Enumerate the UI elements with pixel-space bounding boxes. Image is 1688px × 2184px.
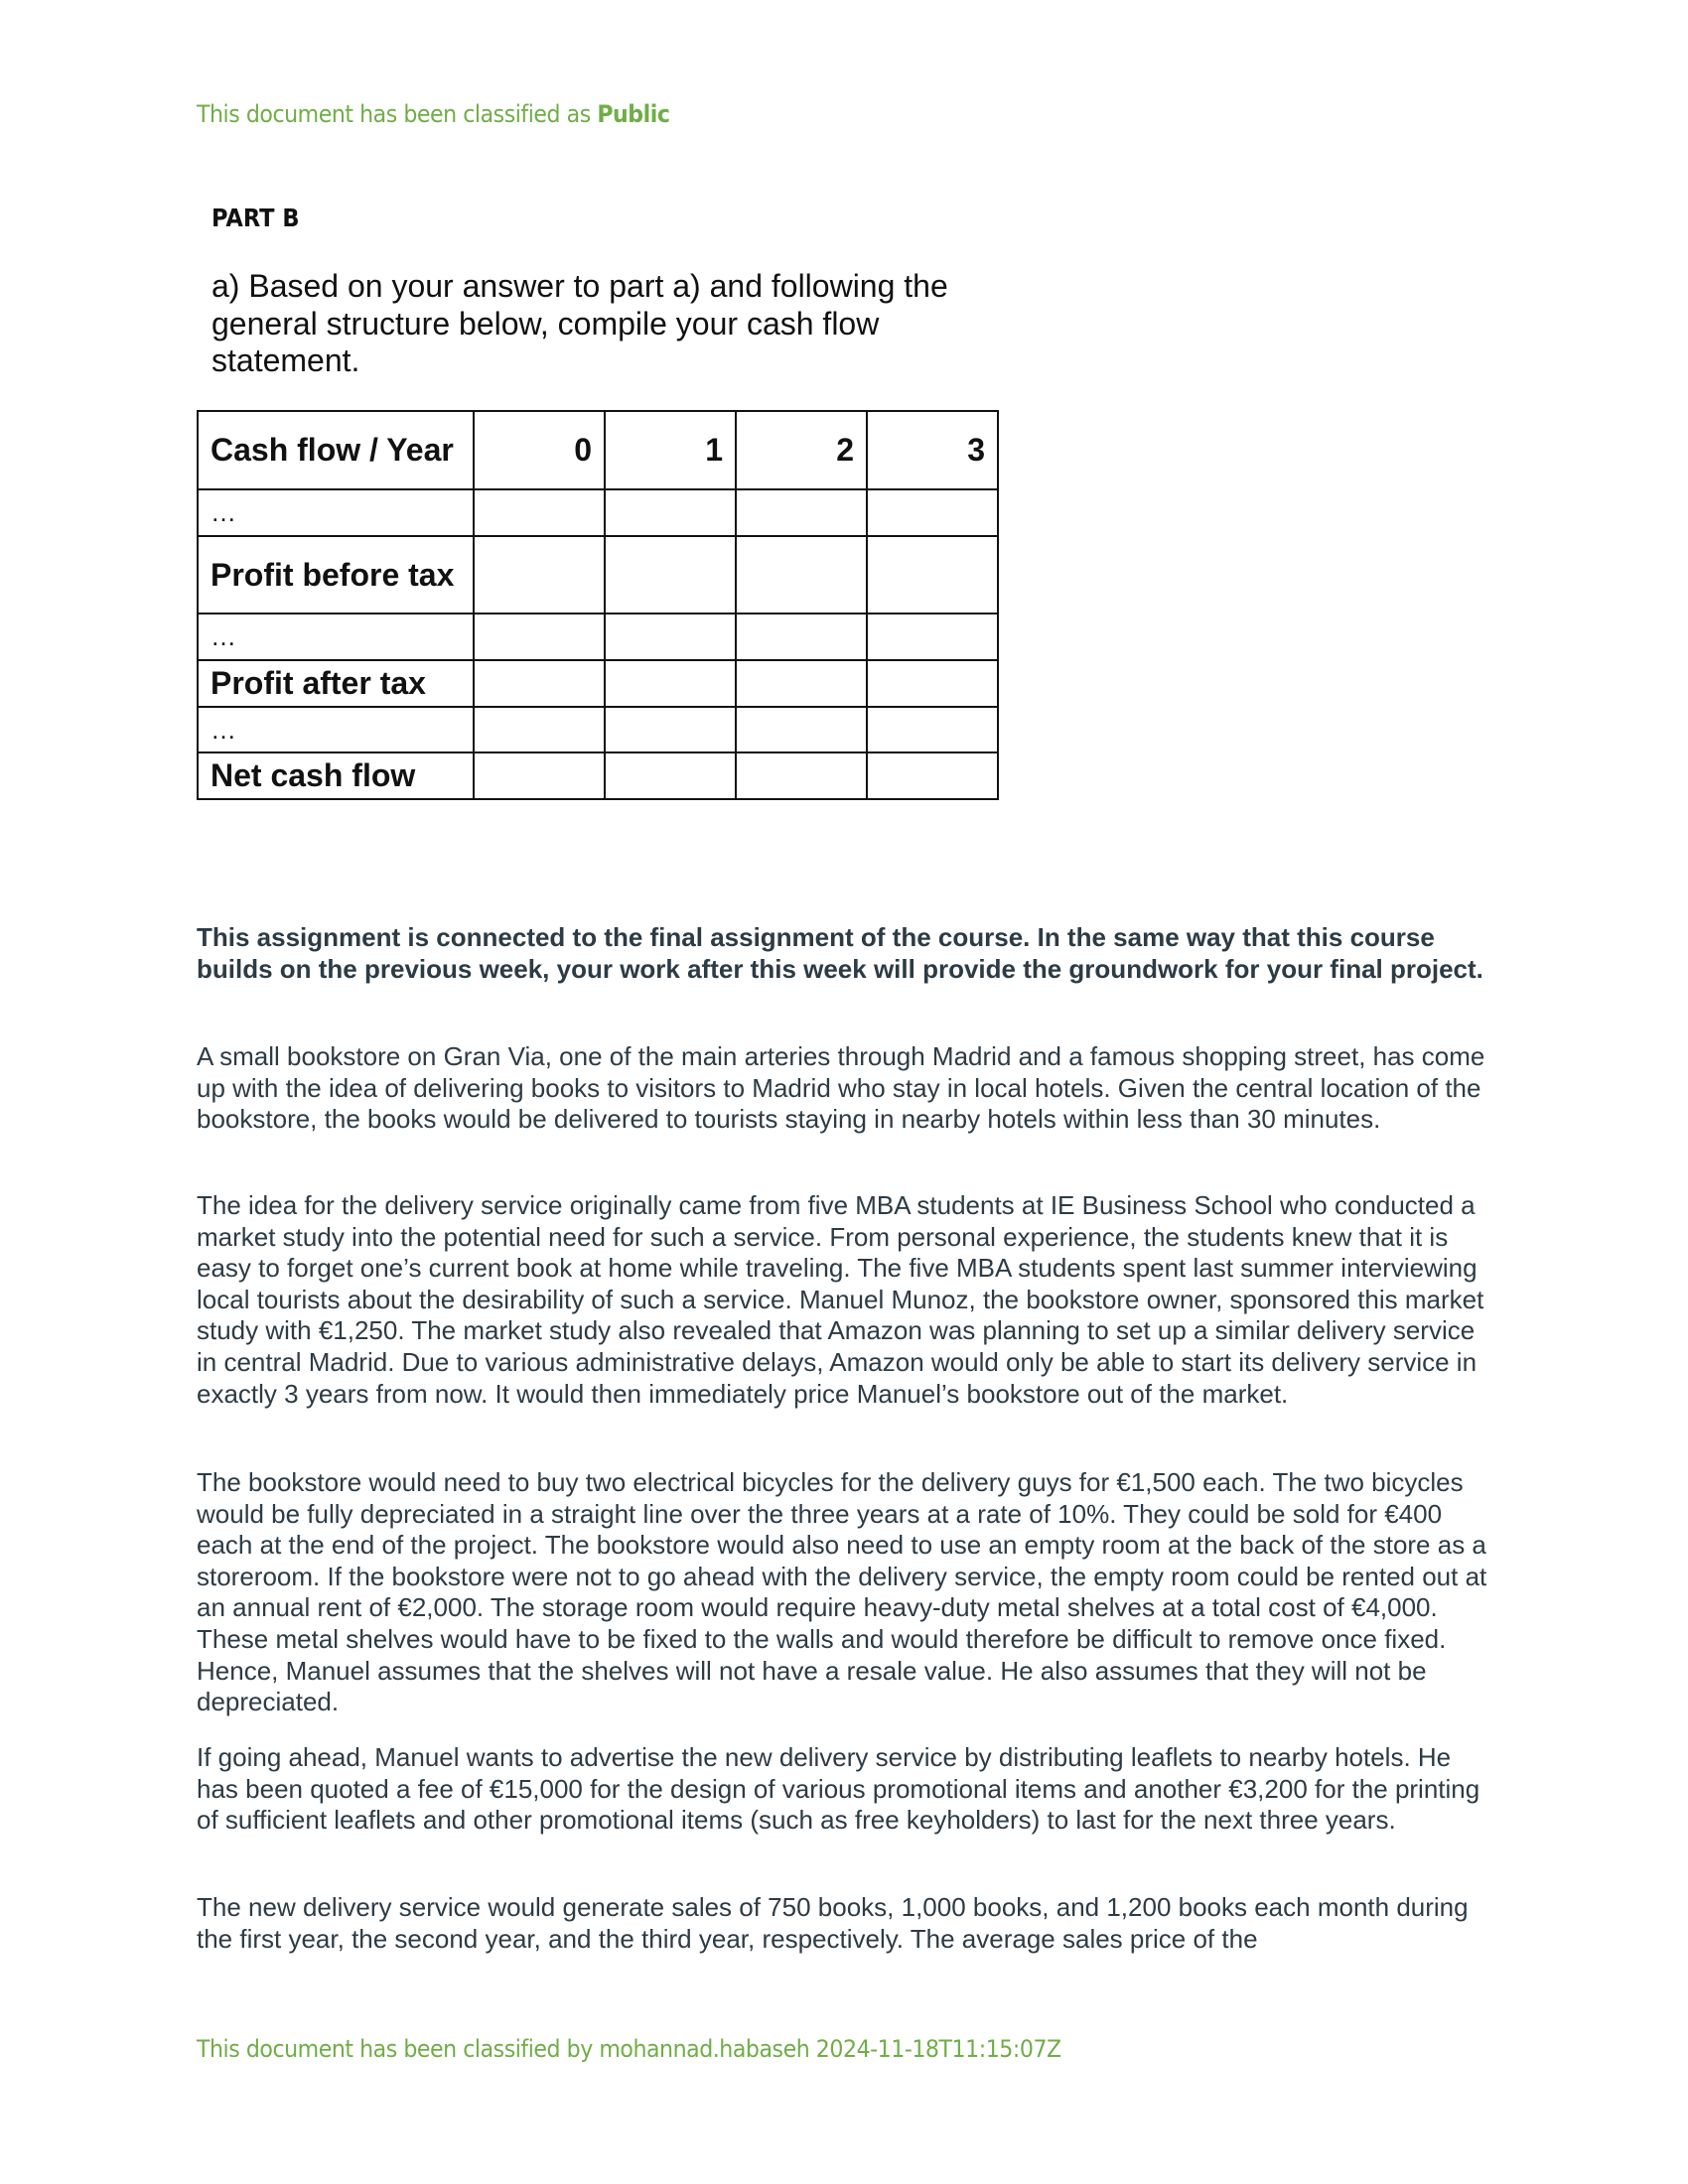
header-label: Cash flow / Year [198,411,474,489]
cell [867,707,998,752]
cell [474,707,605,752]
cell [474,752,605,799]
classification-header [197,100,670,128]
row-label: Profit before tax [198,536,474,614]
question-text: a) Based on your answer to part a) and following the general structure below, compile your cash flow statement. [211,268,948,378]
cell [605,752,736,799]
year-header: 0 [474,411,605,489]
cell [867,752,998,799]
row-label: … [198,489,474,536]
cell [736,660,867,707]
cell [605,489,736,536]
row-label: Profit after tax [198,660,474,707]
row-label: … [198,614,474,660]
table-row [198,707,998,752]
classification-level: Public [597,100,670,128]
cell [474,489,605,536]
classification-footer: This document has been classified by mohannad.habaseh 2024-11-18T11:15:07Z [197,2035,1061,2063]
paragraph: The idea for the delivery service originally came from five MBA students at IE Business School who conducted a market study into the potential need for such a service. From personal experience, the students knew that it is easy to forget one’s current book at home while traveling. The five MBA students spent last summer interviewing local tourists about the desirability of such a service. Manuel Munoz, the bookstore owner, sponsored this market study with €1,250. The market study also revealed that Amazon was planning to set up a similar delivery service in central Madrid. Due to various administrative delays, Amazon would only be able to start its delivery service in exactly 3 years from now. It would then immediately price Manuel’s bookstore out of the market. [197,1190,1484,1409]
year-header: 1 [605,411,736,489]
cell [867,614,998,660]
cell [736,536,867,614]
cell [736,707,867,752]
cash-flow-table [197,410,999,800]
table-header-row [198,411,998,489]
row-label: Net cash flow [198,752,474,799]
paragraph: The bookstore would need to buy two electrical bicycles for the delivery guys for €1,500 each. The two bicycles would be fully depreciated in a straight line over the three years at a rate of 10%. They could be sold for €400 each at the end of the project. The bookstore would also need to use an empty room at the back of the store as a storeroom. If the bookstore were not to go ahead with the delivery service, the empty room could be rented out at an annual rent of €2,000. The storage room would require heavy-duty metal shelves at a total cost of €4,000. These metal shelves would have to be fixed to the walls and would therefore be difficult to remove once fixed. Hence, Manuel assumes that the shelves will not have a resale value. He also assumes that they will not be depreciated. [197,1467,1487,1717]
cell [736,614,867,660]
cell [736,489,867,536]
cell [605,614,736,660]
table-row [198,660,998,707]
year-header: 2 [736,411,867,489]
cell [605,660,736,707]
cell [736,752,867,799]
row-label: … [198,707,474,752]
table-row [198,752,998,799]
table-row [198,489,998,536]
cell [474,660,605,707]
cell [474,614,605,660]
cell [867,536,998,614]
cell [867,489,998,536]
table-row [198,536,998,614]
part-title: PART B [211,204,300,232]
cell [474,536,605,614]
table-row [198,614,998,660]
classification-prefix: This document has been classified as [197,100,598,128]
paragraph: If going ahead, Manuel wants to advertise the new delivery service by distributing leaflets to nearby hotels. He has been quoted a fee of €15,000 for the design of various promotional items and another €3,200 for the printing of sufficient leaflets and other promotional items (such as free keyholders) to last for the next three years. [197,1742,1480,1836]
year-header: 3 [867,411,998,489]
cell [867,660,998,707]
paragraph: A small bookstore on Gran Via, one of the main arteries through Madrid and a famous shopping street, has come up with the idea of delivering books to visitors to Madrid who stay in local hotels. Given the central location of the bookstore, the books would be delivered to tourists staying in nearby hotels within less than 30 minutes. [197,1041,1485,1135]
cell [605,536,736,614]
assignment-intro: This assignment is connected to the final assignment of the course. In the same way that this course builds on the previous week, your work after this week will provide the groundwork for your final project. [197,922,1483,984]
paragraph: The new delivery service would generate sales of 750 books, 1,000 books, and 1,200 books each month during the first year, the second year, and the third year, respectively. The average sales price of the [197,1892,1469,1954]
cell [605,707,736,752]
